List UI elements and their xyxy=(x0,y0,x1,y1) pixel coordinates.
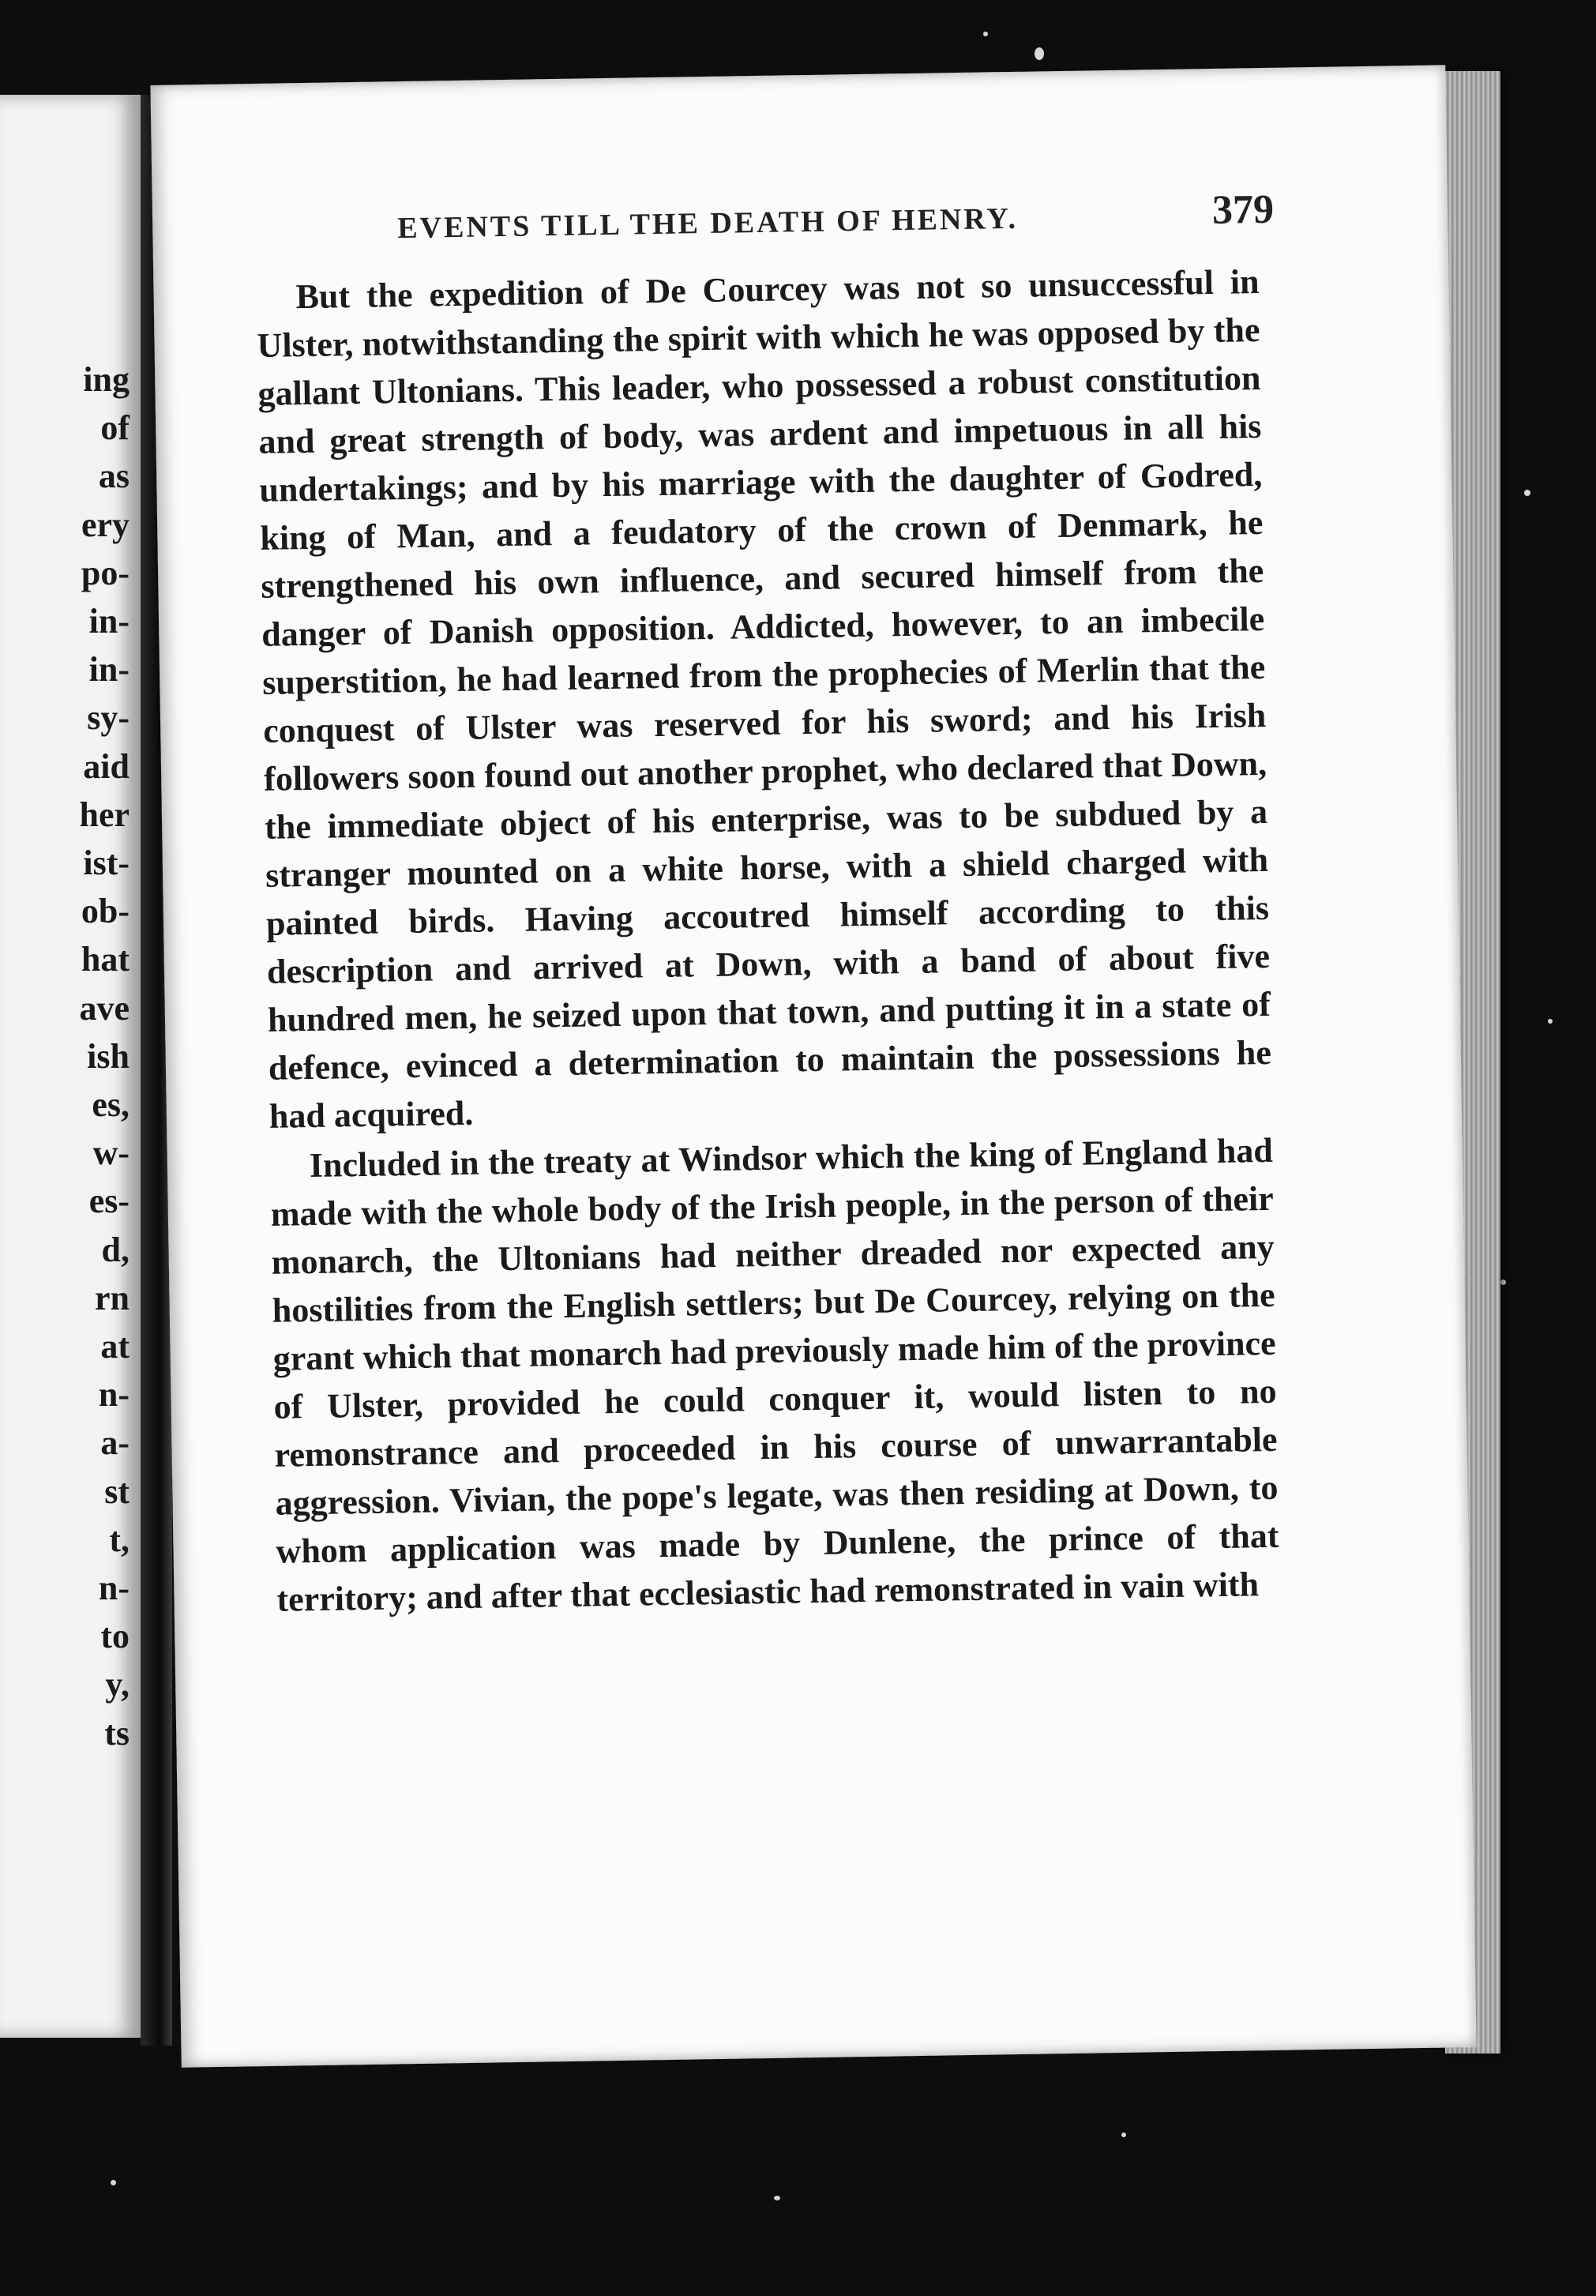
previous-page-fragment: hat xyxy=(81,940,130,979)
previous-page-fragment: ob- xyxy=(81,892,130,931)
previous-page-fragment: rn xyxy=(95,1278,130,1317)
previous-page-fragment: as xyxy=(98,457,130,496)
previous-page-fragment: ish xyxy=(87,1036,130,1076)
book-page xyxy=(150,65,1476,2067)
previous-page-fragment: es, xyxy=(92,1085,130,1125)
previous-page-fragment: es- xyxy=(88,1182,130,1221)
previous-page-fragment: her xyxy=(79,795,130,834)
previous-page-fragment: a- xyxy=(100,1423,130,1463)
page-number: 379 xyxy=(1211,186,1275,233)
previous-page-fragment: ts xyxy=(104,1713,130,1753)
paragraph: Included in the treaty at Windsor which the king of England had made with the whole body of the Irish people, in the person of their monarch, the Ultonians had neither dreaded nor expected any hostilities from the English settlers; but De Courcey, relying on the grant which that monarch had previously made him of the province of Ulster, provided he could conquer it, would listen to no remonstrance and proceeded in his course of unwarrantable aggression. Vivian, the pope's legate, was then residing at Down, to whom application was made by Dunlene, the prince of that territory; and after that ecclesiastic had remonstrated in vain with xyxy=(270,1130,1279,1619)
previous-page-fragment: t, xyxy=(109,1520,130,1559)
previous-page-fragment: sy- xyxy=(87,698,130,738)
running-head-title: EVENTS TILL THE DEATH OF HENRY. xyxy=(396,201,1019,246)
previous-page-fragment: of xyxy=(100,408,130,448)
previous-page-fragment: y, xyxy=(105,1665,130,1704)
previous-page-fragment: in- xyxy=(88,650,130,690)
previous-page-fragment: in- xyxy=(88,602,130,641)
previous-page-fragment: po- xyxy=(81,553,130,592)
previous-page-fragment: ist- xyxy=(83,844,130,883)
previous-page-fragment: at xyxy=(100,1327,130,1366)
previous-page-sliver xyxy=(0,95,141,2038)
previous-page-fragment: w- xyxy=(92,1133,130,1173)
previous-page-fragment: d, xyxy=(101,1230,130,1269)
paragraph: But the expedition of De Courcey was not so unsuccessful in Ulster, notwithstanding the spirit with which he was opposed by the gallant Ultonians. This leader, who possessed a robust constitution and great strength of body, was ardent and impetuous in all his undertakings; and by his marriage with the daughter of Godred, king of Man, and a feudatory of the crown of Denmark, he strengthened his own influence, and secured himself from the danger of Danish opposition. Addicted, however, to an imbecile superstition, he had learned from the prophecies of Merlin that the conquest of Ulster was reserved for his sword; and his Irish followers soon found out another prophet, who declared that Down, the immediate object of his enterprise, was to be subdued by a stranger mounted on a white horse, with a shield charged with painted birds. Having accoutred himself according to this description and arrived at Down, with a band of about five hundred men, he seized upon that town, and putting it in a state of defence, evinced a determination to maintain the possessions he had acquired. xyxy=(257,262,1272,1136)
previous-page-fragment: to xyxy=(100,1617,130,1656)
previous-page-fragment: ing xyxy=(83,360,130,399)
previous-page-fragment: st xyxy=(104,1471,130,1511)
running-head xyxy=(231,186,1275,258)
previous-page-fragment: n- xyxy=(98,1375,130,1415)
body-text xyxy=(256,257,1280,1624)
previous-page-fragment: aid xyxy=(83,746,130,786)
previous-page-line-endings xyxy=(79,355,130,1757)
previous-page-fragment: ave xyxy=(79,988,130,1028)
previous-page-fragment: ery xyxy=(81,505,130,544)
previous-page-fragment: n- xyxy=(98,1569,130,1608)
